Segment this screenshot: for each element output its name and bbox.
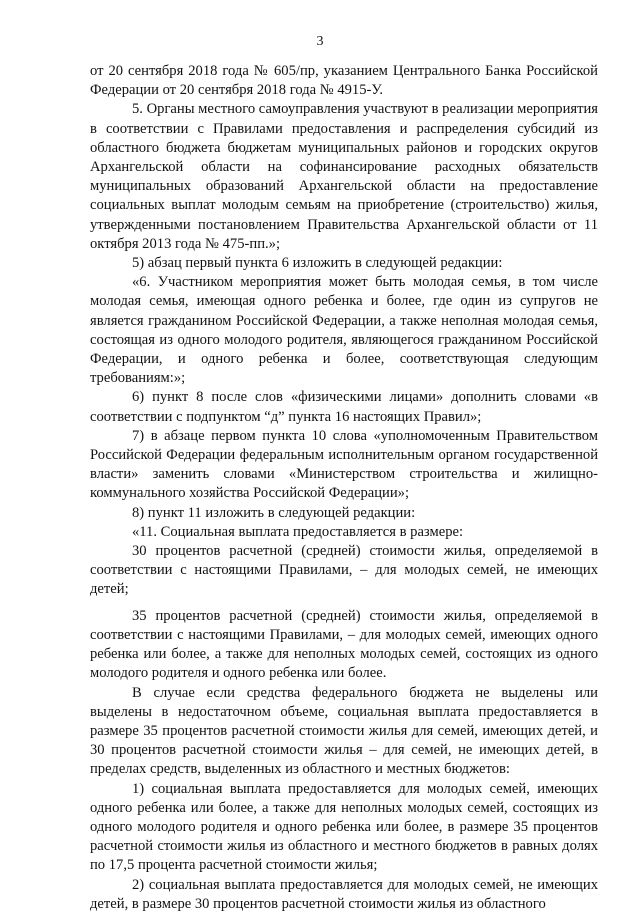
- paragraph-clause-11: «11. Социальная выплата предоставляется в размере:: [132, 523, 464, 540]
- paragraph-subitem-2: 2) социальная выплата предоставляется для молодых семей, не имеющих детей, в размере 30 процентов расчетной стоимости жилья из областного: [90, 876, 598, 912]
- paragraph-rate-35: 35 процентов расчетной (средней) стоимости жилья, определяемой в соответствии с настоящими Правилами, – для молодых семей, имеющих одного ребенка или более, а также для неполных молодых семей, состоящих из одного молодого родителя и одного ребенка или более.: [90, 607, 598, 682]
- paragraph-continuation: от 20 сентября 2018 года № 605/пр, указанием Центрального Банка Российской Федерации от 20 сентября 2018 года № 4915-У.: [90, 63, 598, 99]
- paragraph-amendment-8: 8) пункт 11 изложить в следующей редакции:: [132, 504, 416, 521]
- paragraph-amendment-7: 7) в абзаце первом пункта 10 слова «уполномоченным Правительством Российской Федерации федеральным исполнительным органом государственной власти» заменить словами «Министерством строительства и жилищно-коммунального хозяйства Российской Федерации»;: [90, 427, 598, 502]
- paragraph-item-5: 5. Органы местного самоуправления участвуют в реализации мероприятия в соответствии с Правилами предоставления и распределения субсидий из областного бюджета бюджетам муниципальных районов и городских округов Архангельской области на софинансирование расходных обязательств муниципальных образований Архангельской области на предоставление социальных выплат молодым семьям на приобретение (строительство) жилья, утвержденными постановлением Правительства Архангельской области от 11 октября 2013 года № 475-пп.»;: [90, 101, 598, 252]
- paragraph-insufficient-funds: В случае если средства федерального бюджета не выделены или выделены в недостаточном объеме, социальная выплата предоставляется в размере 35 процентов расчетной стоимости жилья для семей, имеющих детей, и 30 процентов расчетной стоимости жилья – для семей, не имеющих детей, в пределах средств, выделенных из областного и местных бюджетов:: [90, 684, 598, 778]
- paragraph-rate-30: 30 процентов расчетной (средней) стоимости жилья, определяемой в соответствии с настоящими Правилами, – для молодых семей, не имеющих детей;: [90, 543, 598, 598]
- paragraph-amendment-6: 6) пункт 8 после слов «физическими лицами» дополнить словами «в соответствии с подпунктом “д” пункта 16 настоящих Правил»;: [90, 389, 598, 425]
- page-number: 3: [316, 34, 324, 49]
- paragraph-subitem-1: 1) социальная выплата предоставляется для молодых семей, имеющих одного ребенка или более, а также для неполных молодых семей, состоящих из одного молодого родителя и одного ребенка или более, в размере 35 процентов расчетной стоимости жилья из областного и местного бюджетов в равных долях по 17,5 процента расчетной стоимости жилья;: [90, 780, 598, 874]
- paragraph-clause-6: «6. Участником мероприятия может быть молодая семья, в том числе молодая семья, имеющая одного ребенка и более, где один из супругов не является гражданином Российской Федерации, а также неполная молодая семья, состоящая из одного молодого родителя, являющегося гражданином Российской Федерации, и одного ребенка и более, соответствующая следующим требованиям:»;: [90, 274, 598, 387]
- paragraph-amendment-5: 5) абзац первый пункта 6 изложить в следующей редакции:: [132, 255, 503, 272]
- document-body: [90, 62, 598, 914]
